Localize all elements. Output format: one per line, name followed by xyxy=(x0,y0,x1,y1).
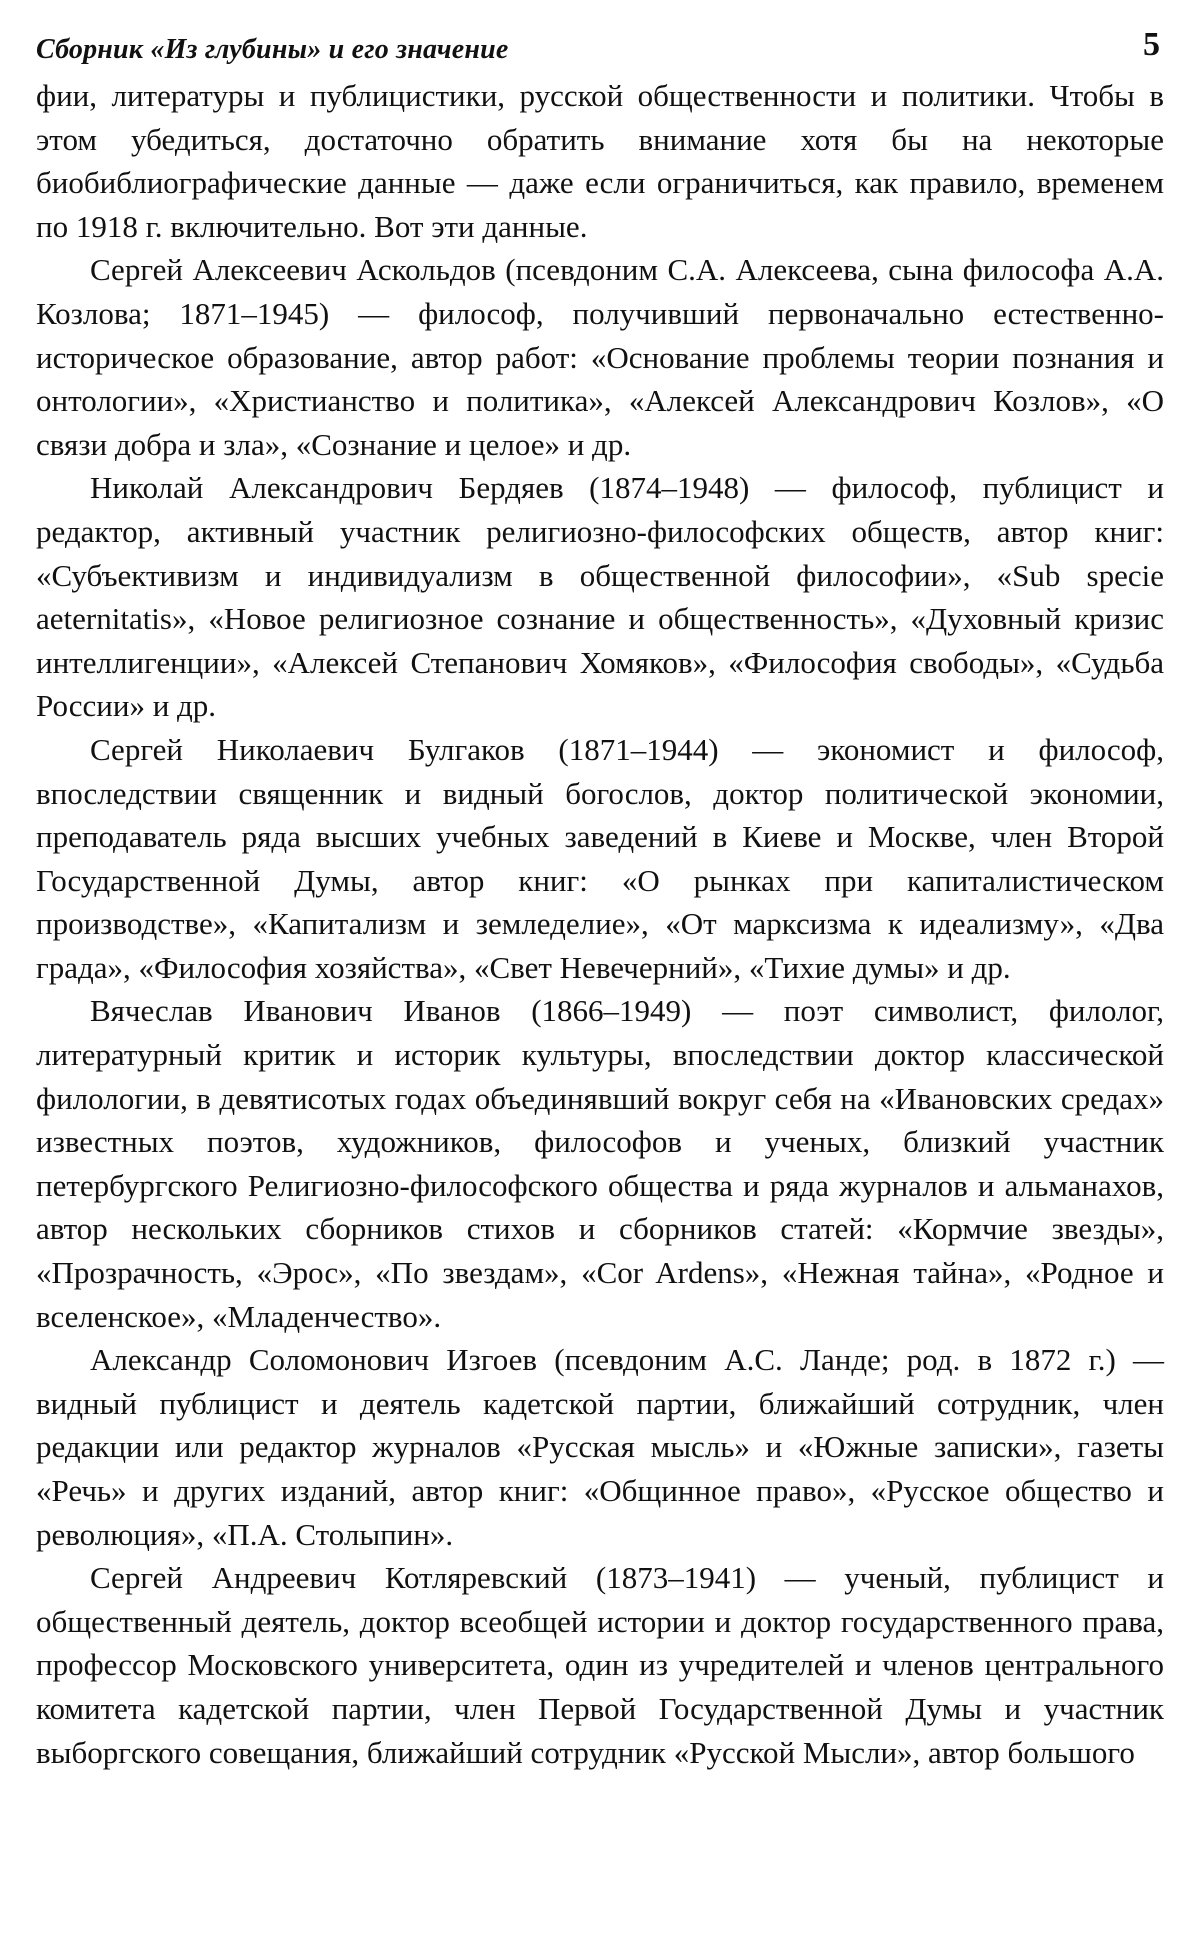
running-header xyxy=(36,26,1164,70)
paragraph-ivanov: Вячеслав Иванович Иванов (1866–1949) — поэт символист, филолог, литературный критик и историк культуры, впоследствии доктор классической филологии, в девятисотых годах объединявший вокруг себя на «Ивановских средах» известных поэтов, художников, философов и ученых, близкий участник петербургского Религиозно-философского общества и ряда журналов и альманахов, автор нескольких сборников стихов и сборников статей: «Кормчие звезды», «Прозрачность, «Эрос», «По звездам», «Cor Ardens», «Нежная тайна», «Родное и вселенское», «Младенчество». xyxy=(36,993,1164,1334)
paragraph-continuation: фии, литературы и публицистики, русской общественности и политики. Чтобы в этом убедиться, достаточно обратить внимание хотя бы на некоторые биобиблиографические данные — даже если ограничиться, как правило, временем по 1918 г. включительно. Вот эти данные. xyxy=(36,78,1164,244)
running-title: Сборник «Из глубины» и его значение xyxy=(36,34,509,65)
book-page xyxy=(36,26,1164,1774)
paragraph-kotlyarevsky: Сергей Андреевич Котляревский (1873–1941) — ученый, публицист и общественный деятель, доктор всеобщей истории и доктор государственного права, профессор Московского университета, один из учредителей и членов центрального комитета кадетской партии, член Первой Государственной Думы и участник выборгского совещания, ближайший сотрудник «Русской Мысли», автор большого xyxy=(36,1560,1164,1770)
body-text xyxy=(36,74,1164,1774)
paragraph-bulgakov: Сергей Николаевич Булгаков (1871–1944) — экономист и философ, впоследствии священник и видный богослов, доктор политической экономии, преподаватель ряда высших учебных заведений в Киеве и Москве, член Второй Государственной Думы, автор книг: «О рынках при капиталистическом производстве», «Капитализм и земледелие», «От марксизма к идеализму», «Два града», «Философия хозяйства», «Свет Невечерний», «Тихие думы» и др. xyxy=(36,731,1164,985)
paragraph-izgoev: Александр Соломонович Изгоев (псевдоним А.С. Ланде; род. в 1872 г.) — видный публицист и деятель кадетской партии, ближайший сотрудник, член редакции или редактор журналов «Русская мысль» и «Южные записки», газеты «Речь» и других изданий, автор книг: «Общинное право», «Русское общество и революция», «П.А. Столыпин». xyxy=(36,1342,1164,1552)
paragraph-askoldov: Сергей Алексеевич Аскольдов (псевдоним С.А. Алексеева, сына философа А.А. Козлова; 1871–1945) — философ, получивший первоначально естественно-историческое образование, автор работ: «Основание проблемы теории познания и онтологии», «Христианство и политика», «Алексей Александрович Козлов», «О связи добра и зла», «Сознание и целое» и др. xyxy=(36,252,1164,462)
paragraph-berdyaev: Николай Александрович Бердяев (1874–1948) — философ, публицист и редактор, активный участник религиозно-философских обществ, автор книг: «Субъективизм и индивидуализм в общественной философии», «Sub specie aeternitatis», «Новое религиозное сознание и общественность», «Духовный кризис интеллигенции», «Алексей Степанович Хомяков», «Философия свободы», «Судьба России» и др. xyxy=(36,470,1164,724)
page-number: 5 xyxy=(1143,26,1160,63)
